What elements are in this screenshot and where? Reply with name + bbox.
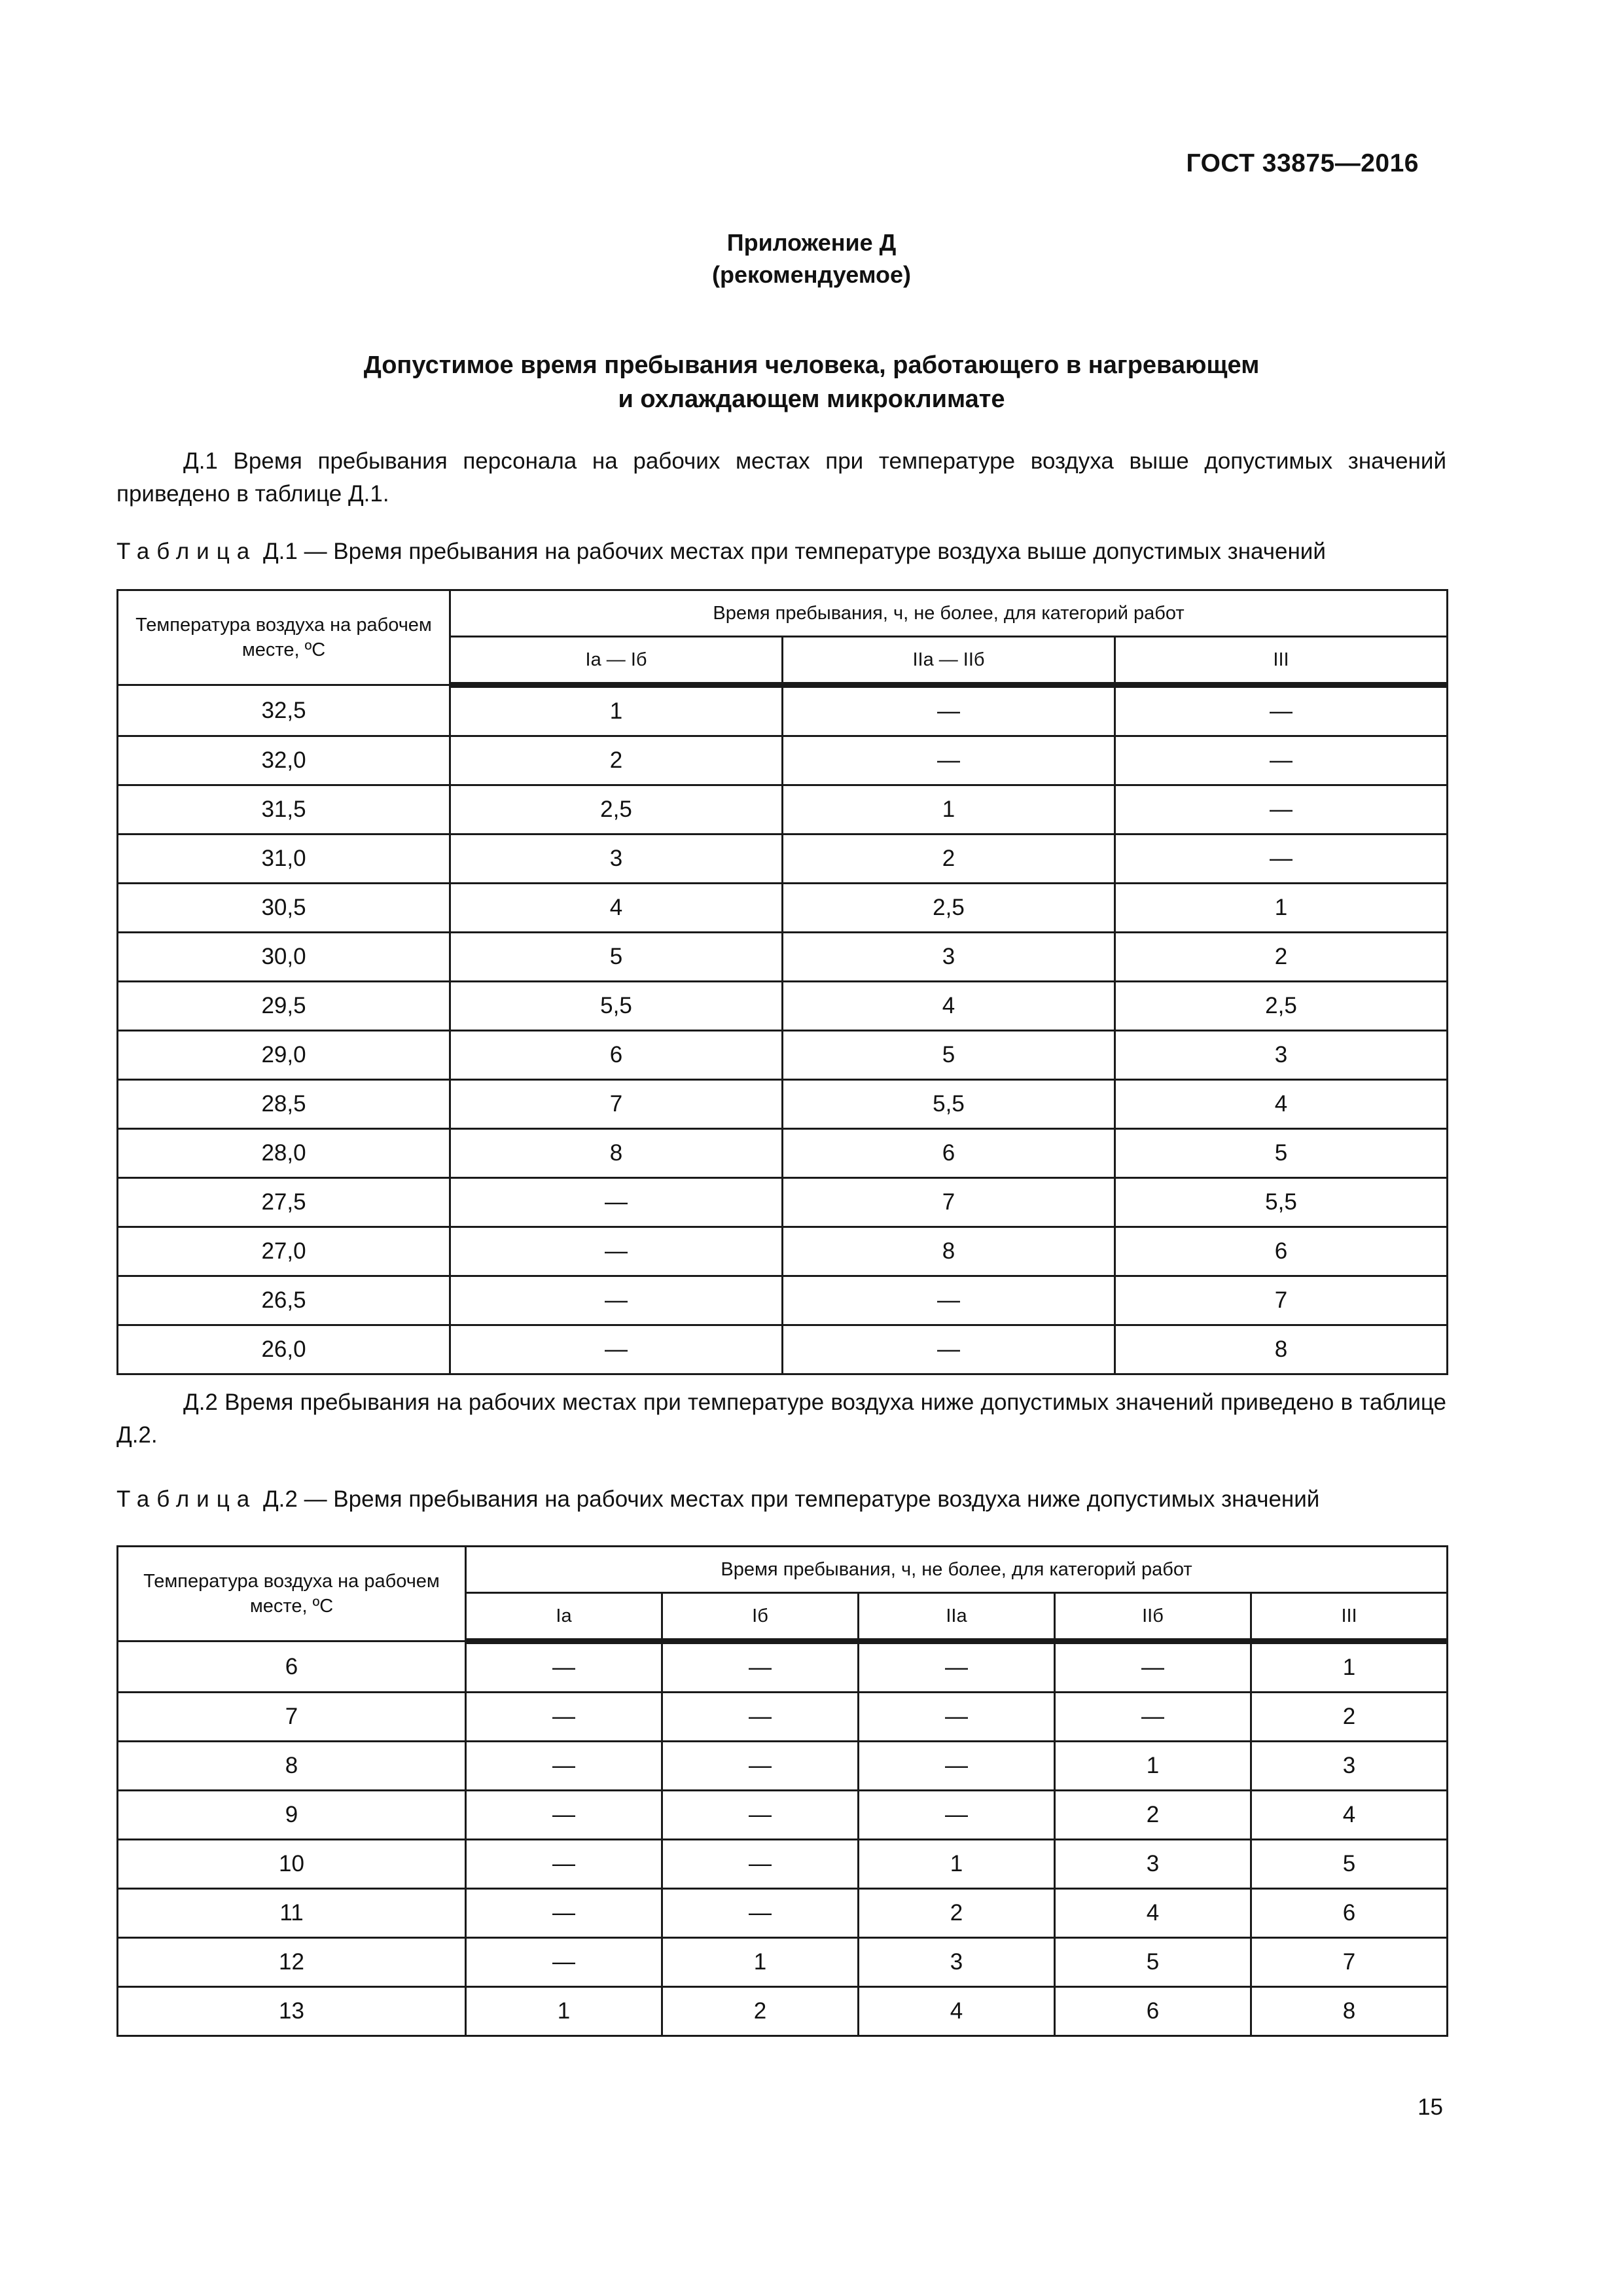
table-d2-temperature-cell: 10 xyxy=(118,1840,466,1889)
table-d2-time-cell: 2 xyxy=(1251,1693,1448,1742)
table-d2-time-cell: 1 xyxy=(1055,1742,1251,1791)
table-d1-row xyxy=(118,884,1448,933)
table-d1-temperature-cell: 27,0 xyxy=(118,1227,450,1276)
table-d1-time-cell: 3 xyxy=(450,834,783,884)
table-d1-row xyxy=(118,1080,1448,1129)
table-d1-time-cell: 5 xyxy=(450,933,783,982)
table-d2-time-cell: 4 xyxy=(859,1987,1055,2036)
table-d2-time-cell: — xyxy=(859,1791,1055,1840)
table-d1-time-cell: — xyxy=(450,1178,783,1227)
table-d2-temperature-cell: 7 xyxy=(118,1693,466,1742)
table-d1-time-cell: 2 xyxy=(450,736,783,785)
table-d1-temperature-cell: 28,0 xyxy=(118,1129,450,1178)
table-d2-row xyxy=(118,1742,1448,1791)
table-d1-time-cell: 7 xyxy=(783,1178,1115,1227)
table-d1-row xyxy=(118,834,1448,884)
table-d1-row xyxy=(118,1276,1448,1325)
table-d1-time-cell: 6 xyxy=(783,1129,1115,1178)
section-title-line-2: и охлаждающем микроклимате xyxy=(618,386,1005,413)
table-d1-time-cell: 5,5 xyxy=(450,982,783,1031)
table-d1-time-cell: — xyxy=(783,685,1115,736)
table-d1-time-cell: 8 xyxy=(1115,1325,1448,1374)
table-d2-caption-text: Д.2 — Время пребывания на рабочих местах при температуре воздуха ниже допустимых значений xyxy=(257,1486,1320,1512)
table-d2-time-cell: — xyxy=(859,1693,1055,1742)
table-d1-row xyxy=(118,1227,1448,1276)
table-d2-category: Iб xyxy=(662,1593,859,1641)
table-d2-time-cell: 6 xyxy=(1055,1987,1251,2036)
appendix-heading xyxy=(0,226,1623,291)
table-d1-header-temperature: Температура воздуха на рабочем месте, ºС xyxy=(118,590,450,685)
table-d1-header-time: Время пребывания, ч, не более, для категорий работ xyxy=(450,590,1448,637)
table-d1-caption-text: Д.1 — Время пребывания на рабочих местах при температуре воздуха выше допустимых значений xyxy=(257,539,1326,564)
table-d2-time-cell: — xyxy=(662,1641,859,1693)
table-d2-row xyxy=(118,1889,1448,1938)
table-d1-row xyxy=(118,982,1448,1031)
table-d1-temperature-cell: 31,5 xyxy=(118,785,450,834)
table-d2-time-cell: — xyxy=(466,1938,662,1987)
table-d1-time-cell: 2 xyxy=(783,834,1115,884)
table-d1-time-cell: — xyxy=(450,1325,783,1374)
document-code: ГОСТ 33875—2016 xyxy=(1186,149,1419,177)
table-d1-time-cell: 7 xyxy=(450,1080,783,1129)
table-d2-header-temperature: Температура воздуха на рабочем месте, ºС xyxy=(118,1547,466,1641)
table-d1-header-row xyxy=(118,590,1448,637)
table-d2-row xyxy=(118,1987,1448,2036)
table-d1-time-cell: 8 xyxy=(783,1227,1115,1276)
table-d1-time-cell: 4 xyxy=(1115,1080,1448,1129)
table-d1-time-cell: 3 xyxy=(1115,1031,1448,1080)
table-d1-time-cell: — xyxy=(450,1276,783,1325)
table-d2 xyxy=(116,1545,1448,2037)
table-d2-time-cell: — xyxy=(859,1742,1055,1791)
table-d1-time-cell: 4 xyxy=(450,884,783,933)
table-d2-time-cell: — xyxy=(662,1742,859,1791)
table-d2-row xyxy=(118,1693,1448,1742)
table-d2-time-cell: — xyxy=(466,1791,662,1840)
table-d2-time-cell: — xyxy=(662,1840,859,1889)
table-d2-time-cell: — xyxy=(662,1791,859,1840)
table-d2-time-cell: 7 xyxy=(1251,1938,1448,1987)
table-d1-time-cell: 5,5 xyxy=(783,1080,1115,1129)
table-d2-time-cell: 3 xyxy=(1055,1840,1251,1889)
table-d1-temperature-cell: 27,5 xyxy=(118,1178,450,1227)
table-d1-temperature-cell: 29,5 xyxy=(118,982,450,1031)
table-d2-temperature-cell: 11 xyxy=(118,1889,466,1938)
table-d2-time-cell: 4 xyxy=(1055,1889,1251,1938)
table-d1-row xyxy=(118,785,1448,834)
table-d1-caption xyxy=(116,535,1491,568)
table-d1-time-cell: — xyxy=(783,736,1115,785)
table-d2-time-cell: 3 xyxy=(859,1938,1055,1987)
table-d2-header-time: Время пребывания, ч, не более, для категорий работ xyxy=(466,1547,1448,1593)
table-d2-time-cell: — xyxy=(662,1889,859,1938)
table-d2-time-cell: 1 xyxy=(466,1987,662,2036)
table-d2-time-cell: 5 xyxy=(1251,1840,1448,1889)
table-d1-time-cell: 2,5 xyxy=(450,785,783,834)
table-d2-header-row xyxy=(118,1547,1448,1593)
table-d2-category: Iа xyxy=(466,1593,662,1641)
paragraph-d1: Д.1 Время пребывания персонала на рабочих местах при температуре воздуха выше допустимых значений приведено в таблице Д.1. xyxy=(116,448,1446,507)
appendix-title: Приложение Д xyxy=(726,229,897,256)
table-d2-time-cell: — xyxy=(1055,1641,1251,1693)
table-d2-row xyxy=(118,1938,1448,1987)
table-d2-time-cell: — xyxy=(466,1641,662,1693)
table-d2-temperature-cell: 12 xyxy=(118,1938,466,1987)
table-d2-time-cell: 1 xyxy=(1251,1641,1448,1693)
table-d1-time-cell: 6 xyxy=(450,1031,783,1080)
table-d1-time-cell: 3 xyxy=(783,933,1115,982)
table-d2-time-cell: — xyxy=(859,1641,1055,1693)
appendix-status: (рекомендуемое) xyxy=(712,261,911,288)
table-d1-temperature-cell: 26,0 xyxy=(118,1325,450,1374)
table-d2-time-cell: 2 xyxy=(662,1987,859,2036)
table-d1-time-cell: 5 xyxy=(1115,1129,1448,1178)
table-d2-category: IIб xyxy=(1055,1593,1251,1641)
table-d2-row xyxy=(118,1791,1448,1840)
table-d2-temperature-cell: 9 xyxy=(118,1791,466,1840)
table-d1-temperature-cell: 28,5 xyxy=(118,1080,450,1129)
table-d2-caption xyxy=(116,1483,1491,1516)
table-d1-time-cell: — xyxy=(450,1227,783,1276)
table-d2-time-cell: — xyxy=(466,1889,662,1938)
table-d1-time-cell: 7 xyxy=(1115,1276,1448,1325)
table-d1-row xyxy=(118,1031,1448,1080)
table-d1-time-cell: 1 xyxy=(783,785,1115,834)
table-d1-time-cell: 2,5 xyxy=(783,884,1115,933)
table-d2-time-cell: — xyxy=(466,1840,662,1889)
table-d1-time-cell: — xyxy=(1115,834,1448,884)
page-number: 15 xyxy=(1418,2094,1443,2120)
table-d1-row xyxy=(118,1178,1448,1227)
table-d2-time-cell: — xyxy=(1055,1693,1251,1742)
table-d1-row xyxy=(118,1129,1448,1178)
table-d1-time-cell: 1 xyxy=(450,685,783,736)
table-d1-temperature-cell: 30,0 xyxy=(118,933,450,982)
table-d1-time-cell: 5,5 xyxy=(1115,1178,1448,1227)
table-d2-time-cell: 2 xyxy=(1055,1791,1251,1840)
section-title xyxy=(0,348,1623,416)
table-d1-caption-word: Таблица xyxy=(116,539,257,564)
table-d1-time-cell: — xyxy=(1115,685,1448,736)
table-d1-row xyxy=(118,1325,1448,1374)
table-d2-time-cell: — xyxy=(466,1693,662,1742)
table-d1-time-cell: 5 xyxy=(783,1031,1115,1080)
table-d2-time-cell: 6 xyxy=(1251,1889,1448,1938)
table-d2-temperature-cell: 8 xyxy=(118,1742,466,1791)
table-d2-time-cell: 4 xyxy=(1251,1791,1448,1840)
table-d1-time-cell: — xyxy=(783,1276,1115,1325)
table-d2-time-cell: 5 xyxy=(1055,1938,1251,1987)
table-d1-row xyxy=(118,736,1448,785)
table-d1-temperature-cell: 32,0 xyxy=(118,736,450,785)
table-d1-time-cell: — xyxy=(1115,736,1448,785)
table-d1-category: Iа — Iб xyxy=(450,637,783,685)
paragraph-d2: Д.2 Время пребывания на рабочих местах при температуре воздуха ниже допустимых значений приведено в таблице Д.2. xyxy=(116,1390,1446,1448)
table-d2-category: III xyxy=(1251,1593,1448,1641)
table-d1-time-cell: 2 xyxy=(1115,933,1448,982)
table-d1-temperature-cell: 32,5 xyxy=(118,685,450,736)
table-d2-time-cell: — xyxy=(662,1693,859,1742)
table-d1-row xyxy=(118,685,1448,736)
table-d2-time-cell: 1 xyxy=(662,1938,859,1987)
table-d1-time-cell: 4 xyxy=(783,982,1115,1031)
table-d2-caption-word: Таблица xyxy=(116,1486,257,1512)
section-title-line-1: Допустимое время пребывания человека, работающего в нагревающем xyxy=(363,351,1260,379)
table-d2-temperature-cell: 6 xyxy=(118,1641,466,1693)
table-d2-time-cell: 8 xyxy=(1251,1987,1448,2036)
table-d1-temperature-cell: 31,0 xyxy=(118,834,450,884)
table-d2-time-cell: 2 xyxy=(859,1889,1055,1938)
table-d1-time-cell: — xyxy=(1115,785,1448,834)
table-d1-temperature-cell: 29,0 xyxy=(118,1031,450,1080)
table-d1-time-cell: 2,5 xyxy=(1115,982,1448,1031)
table-d1-time-cell: 1 xyxy=(1115,884,1448,933)
table-d1-category: IIа — IIб xyxy=(783,637,1115,685)
table-d1-row xyxy=(118,933,1448,982)
table-d1-category: III xyxy=(1115,637,1448,685)
table-d2-temperature-cell: 13 xyxy=(118,1987,466,2036)
table-d2-time-cell: — xyxy=(466,1742,662,1791)
table-d2-time-cell: 1 xyxy=(859,1840,1055,1889)
table-d1-temperature-cell: 26,5 xyxy=(118,1276,450,1325)
table-d2-row xyxy=(118,1641,1448,1693)
table-d2-category: IIа xyxy=(859,1593,1055,1641)
table-d1-time-cell: 8 xyxy=(450,1129,783,1178)
table-d1-time-cell: 6 xyxy=(1115,1227,1448,1276)
table-d1-time-cell: — xyxy=(783,1325,1115,1374)
table-d1 xyxy=(116,589,1448,1375)
table-d2-time-cell: 3 xyxy=(1251,1742,1448,1791)
table-d2-row xyxy=(118,1840,1448,1889)
table-d1-temperature-cell: 30,5 xyxy=(118,884,450,933)
